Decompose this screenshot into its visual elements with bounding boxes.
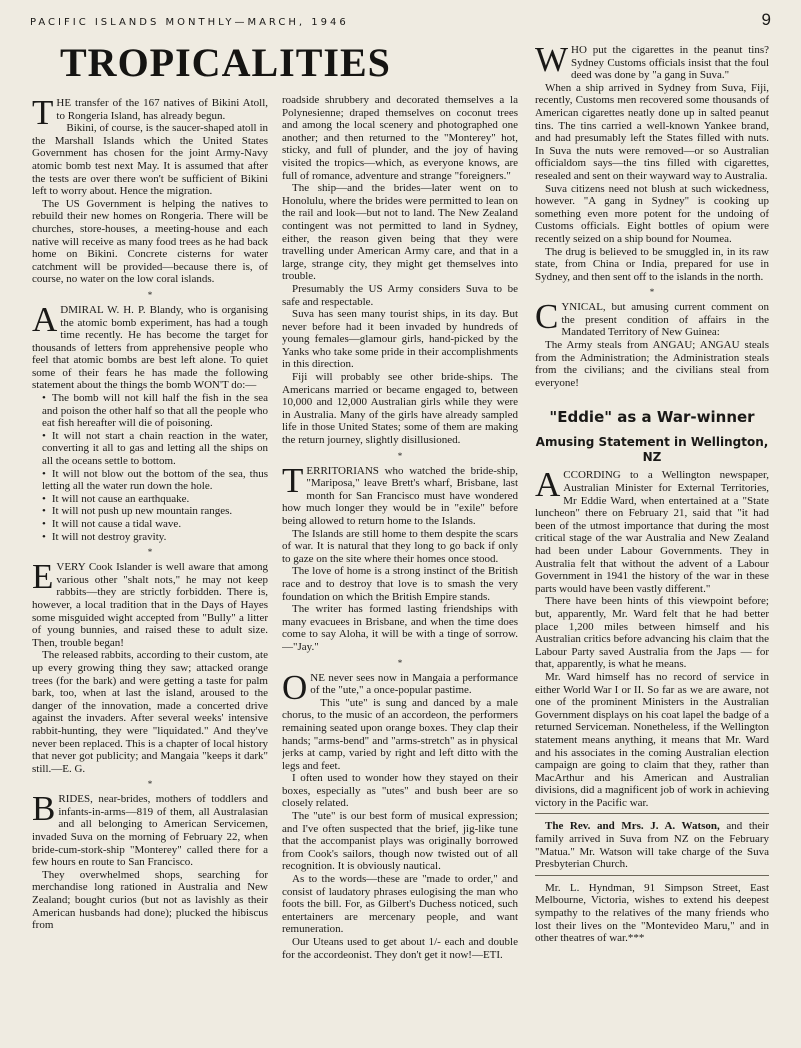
article-cook-rabbits xyxy=(32,557,268,775)
separator-star: * xyxy=(649,287,655,298)
paragraph: The US Government is helping the natives to rebuild their new homes on Rongeria. There will be churches, store-houses, a meeting-house and each native will receive as many food trees as he had back home on Bikini. Concrete cisterns for water catchment will be provided—because there is, of course, no water on the low coral islands. xyxy=(32,197,268,286)
bullet-item: • It will not start a chain reaction in the water, converting it all to gas and letting all the ships on all the oceans settle to bottom. xyxy=(32,430,268,468)
lead-text: HO put the cigarettes in the peanut tins? Sydney Customs officials insist that the foul deed was done by "a gang in Suva." xyxy=(571,44,769,82)
article-lead xyxy=(32,97,268,132)
lead-text: HE transfer of the 167 natives of Bikini Atoll, to Rongeria Island, has already begun. xyxy=(56,97,268,122)
lead-text: NE never sees now in Mangaia a performance of the "ute," a once-popular pastime. xyxy=(310,671,518,697)
article-eddie xyxy=(535,407,769,809)
notice-watson xyxy=(535,820,769,870)
paragraph: Presumably the US Army considers Suva to be safe and respectable. xyxy=(282,282,518,308)
separator-star: * xyxy=(397,657,403,668)
bullet-item: • It will not push up new mountain ranges. xyxy=(32,505,268,518)
paragraph: This "ute" is sung and danced by a male chorus, to the music of an accordeon, the performers remaining seated upon orange boxes. They clap their hands; "arms-bend" and "arms-stretch" as in physical jerks at camp, varied by right and left ditto with the legs and feet. xyxy=(282,696,518,772)
page-number: 9 xyxy=(761,10,771,29)
bullet-item: • It will not blow out the bottom of the sea, thus letting all the water run down the hole. xyxy=(32,468,268,493)
divider xyxy=(535,875,769,876)
lead-text: VERY Cook Islander is well aware that among various other "shalt nots," he may not keep rabbits—they are strictly forbidden. There is, however, a local tradition that in the Days of Hayes some misguided wight accepted from "Bully" a litter of young bunnies, and raised these to adult size. Then, trouble began! xyxy=(32,561,268,649)
separator-star: * xyxy=(147,547,153,558)
lead-text: CCORDING to a Wellington newspaper, Australian Minister for External Territories, Mr Eddie Ward, when entertained at a "State luncheon" there on February 21, said that "it had been of the utmost importance that during the most critical stage of the war Australia and New Zealand had been under Labour Governments. They in Australia felt that without the advent of a Labour Government in 1941 the history of the war in these parts would have been vastly different." xyxy=(535,469,769,595)
drop-cap: A xyxy=(32,299,58,339)
drop-cap: W xyxy=(535,44,569,79)
notice-text: and their family arrived in Suva from NZ on the February "Matua." Mr. Watson will take charge of the Suva Presbyterian Church. xyxy=(535,820,769,871)
notice-name: The Rev. and Mrs. J. A. Watson, xyxy=(545,820,720,833)
paragraph: When a ship arrived in Sydney from Suva, Fiji, recently, Customs men recovered some thousands of American cigarettes neatly done up in salted peanut tins. The tins carried a well-known Yankee brand, and had presumably left the States filled with nuts. In Suva the nuts were removed—or so Australian officialdom says—the tins filled with cigarettes, resealed and sent on their wayward way to Australia. xyxy=(535,81,769,182)
paragraph: Suva has seen many tourist ships, in its day. But never before had it been invaded by hundreds of young females—glamour girls, hand-picked by the Yanks who take some pride in their accomplishments in this direction. xyxy=(282,308,518,371)
article-cynical xyxy=(535,297,769,389)
paragraph: They overwhelmed shops, searching for merchandise long rationed in Australia and New Zealand; bought curios (but not as lavishly as their American husbands had done); plucked the hibiscus from xyxy=(32,868,268,932)
paragraph: Fiji will probably see other bride-ships. The Americans married or became engaged to, between 10,000 and 12,000 Australian girls while they were in Australia. Many of the girls have already sampled life in those United States; some of them are making the return journey, slightly disillusioned. xyxy=(282,371,518,447)
notice-hyndman: Mr. L. Hyndman, 91 Simpson Street, East Melbourne, Victoria, wishes to extend his deepest sympathy to the relatives of the many friends who lost their lives on the "Montevideo Maru," and in other theatres of war.*** xyxy=(535,881,769,945)
paragraph: As to the words—these are "made to order," and consist of laudatory phrases eulogising the man who foots the bill. For, as Gilbert's Duchess noticed, such entertainers are mercenary people, and want remuneration. xyxy=(282,873,518,936)
paragraph: The released rabbits, according to their custom, ate up every growing thing they saw; attacked orange trees (for the bark) and were getting a taste for palm bark, too, when at last the island, aroused to the danger of the innovation, made a concerted drive against the invaders. After several weeks' intensive rabbit-hunting, they were "liquidated." And they've never been replaced. This is a chapter of local history that never got publicity; and Mangaia "keeps it dark" still.—E. G. xyxy=(32,649,268,775)
paragraph: Our Uteans used to get about 1/- each and double for the accordeonist. They don't get it now!—ETI. xyxy=(282,936,518,961)
paragraph: The Army steals from ANGAU; ANGAU steals from the Administration; the Administration steals from the civilians; and the civilians steal from everyone! xyxy=(535,339,769,389)
article-ute xyxy=(282,667,518,962)
article-lead xyxy=(32,557,268,649)
divider xyxy=(535,813,769,814)
paragraph: Bikini, of course, is the saucer-shaped atoll in the Marshall Islands which the United States Government has chosen for the joint Army-Navy atomic bomb test next May. It is assumed that after the tests are over there won't be sufficient of Bikini left to worry about. Hence the migration. xyxy=(32,122,268,198)
drop-cap: T xyxy=(32,97,54,132)
paragraph: The "ute" is our best form of musical expression; and I've often suspected that the brief, jig-like tune that the accompanist plays was originally borrowed from Cook's sailors, though now twisted out of all recognition. It is obviously nautical. xyxy=(282,810,518,873)
article-headline: "Eddie" as a War-winner xyxy=(549,408,755,427)
paragraph: The ship—and the brides—later went on to Honolulu, where the brides were permitted to lean on the rail and look—but not to land. The New Zealand contingent was not permitted to land in Sydney, either, the reason given being that they were travelling under American Army care, and that in a large, strange city, they might get themselves into trouble. xyxy=(282,182,518,283)
paragraph: There have been hints of this viewpoint before; but, apparently, Mr. Ward felt that he had better place 1,200 miles between himself and his Australian critics before advancing his claim that the Labour Party saved Australia from the Japs — for that, apparently, is what he means. xyxy=(535,595,769,671)
paragraph: The drug is believed to be smuggled in, in its raw state, from China or India, prepared for use in Sydney, and then sent off to the islands in the north. xyxy=(535,245,769,283)
article-territorians xyxy=(282,460,518,654)
column-2 xyxy=(282,94,518,1042)
bullet-item: • The bomb will not kill half the fish in the sea and poison the other half so that all the people who eat fish hereafter will die of poisoning. xyxy=(32,392,268,430)
lead-text: DMIRAL W. H. P. Blandy, who is organising the atomic bomb experiment, has had a tough time recently. He has become the target for thousands of letters from apprehensive people who feel that atomic bombs are best left alone. To quiet some of their fears he has made the following statement about the things the bomb WON'T do:— xyxy=(32,303,268,392)
lead-text: RIDES, near-brides, mothers of toddlers and infants-in-arms—819 of them, all Australasian and all belonging to American Servicemen, invaded Suva on the morning of February 22, when bride-cum-stork-ship "Monterey" called there for a few hours en route to San Francisco. xyxy=(32,793,268,869)
paragraph: roadside shrubbery and decorated themselves a la Polynesienne; draped themselves on coconut trees and among the local scenery and photographed one another; and then returned to the "Monterey" hot, sticky, and full of plunder, and the joy of having visited the tropics—which, as everyone knows, are full of romance, adventure and strange "foreigners." xyxy=(282,94,518,182)
bullet-item: • It will not cause a tidal wave. xyxy=(32,518,268,531)
bullet-item: • It will not destroy gravity. xyxy=(32,531,268,544)
section-title: TROPICALITIES xyxy=(60,40,391,85)
article-lead xyxy=(32,789,268,869)
article-brides-continued xyxy=(282,94,518,447)
lead-text: YNICAL, but amusing current comment on the present condition of affairs in the Mandated Territory of New Guinea: xyxy=(561,301,769,339)
separator-star: * xyxy=(147,289,153,300)
paragraph: I often used to wonder how they stayed on their boxes, especially as "utes" and bush beer are so closely related. xyxy=(282,772,518,810)
bullet-item: • It will not cause an earthquake. xyxy=(32,493,268,506)
article-lead xyxy=(282,460,518,528)
article-bikini xyxy=(32,97,268,286)
drop-cap: C xyxy=(535,297,559,337)
paragraph: The writer has formed lasting friendships with many evacuees in Brisbane, and when the time does come to say Aloha, it will be with a tinge of sorrow.—"Jay." xyxy=(282,603,518,653)
article-lead xyxy=(535,465,769,595)
article-lead xyxy=(535,297,769,339)
article-blandy xyxy=(32,299,268,543)
article-subheadline: Amusing Statement in Wellington, NZ xyxy=(535,435,769,465)
running-title: PACIFIC ISLANDS MONTHLY—MARCH, 1946 xyxy=(30,17,349,28)
paragraph: Suva citizens need not blush at such wickedness, however. "A gang in Sydney" is cooking up something even more potent for the undoing of Customs officials. Eight bottles of opium were recently seized on a ship bound for Noumea. xyxy=(535,182,769,245)
lead-text: ERRITORIANS who watched the bride-ship, "Mariposa," leave Brett's wharf, Brisbane, last month for San Francisco must have wondered how much longer they would be in "exile" before being allowed to return home to the Islands. xyxy=(282,464,518,527)
article-lead xyxy=(282,667,518,707)
article-brides xyxy=(32,789,268,932)
drop-cap: T xyxy=(282,460,304,500)
drop-cap: A xyxy=(535,465,561,505)
drop-cap: E xyxy=(32,557,54,597)
page-header xyxy=(30,10,771,32)
paragraph: The love of home is a strong instinct of the British race and to destroy that love is to smash the very foundation on which the British Empire stands. xyxy=(282,565,518,603)
separator-star: * xyxy=(397,450,403,461)
column-1 xyxy=(32,97,268,1042)
column-3 xyxy=(535,44,769,1042)
article-lead xyxy=(32,299,268,392)
paragraph: Mr. Ward himself has no record of service in either World War I or II. So far as we are aware, not one of the prominent Ministers in the Australian Government displays on his coat lapel the badge of a returned Serviceman. Nonetheless, if the Wellington statement means anything, it means that Mr. Ward and his associates in the coming Australian election campaign are going to claim that they, rather than MacArthur and his American and Australian divisions, did a magnificent job of work in achieving victory in the Pacific war. xyxy=(535,670,769,809)
drop-cap: O xyxy=(282,667,308,707)
drop-cap: B xyxy=(32,789,56,829)
paragraph: The Islands are still home to them despite the scars of war. It is natural that they long to go back if only to gaze on the site where their homes once stood. xyxy=(282,527,518,565)
article-lead xyxy=(535,44,769,82)
separator-star: * xyxy=(147,779,153,790)
article-cigarettes xyxy=(535,44,769,283)
